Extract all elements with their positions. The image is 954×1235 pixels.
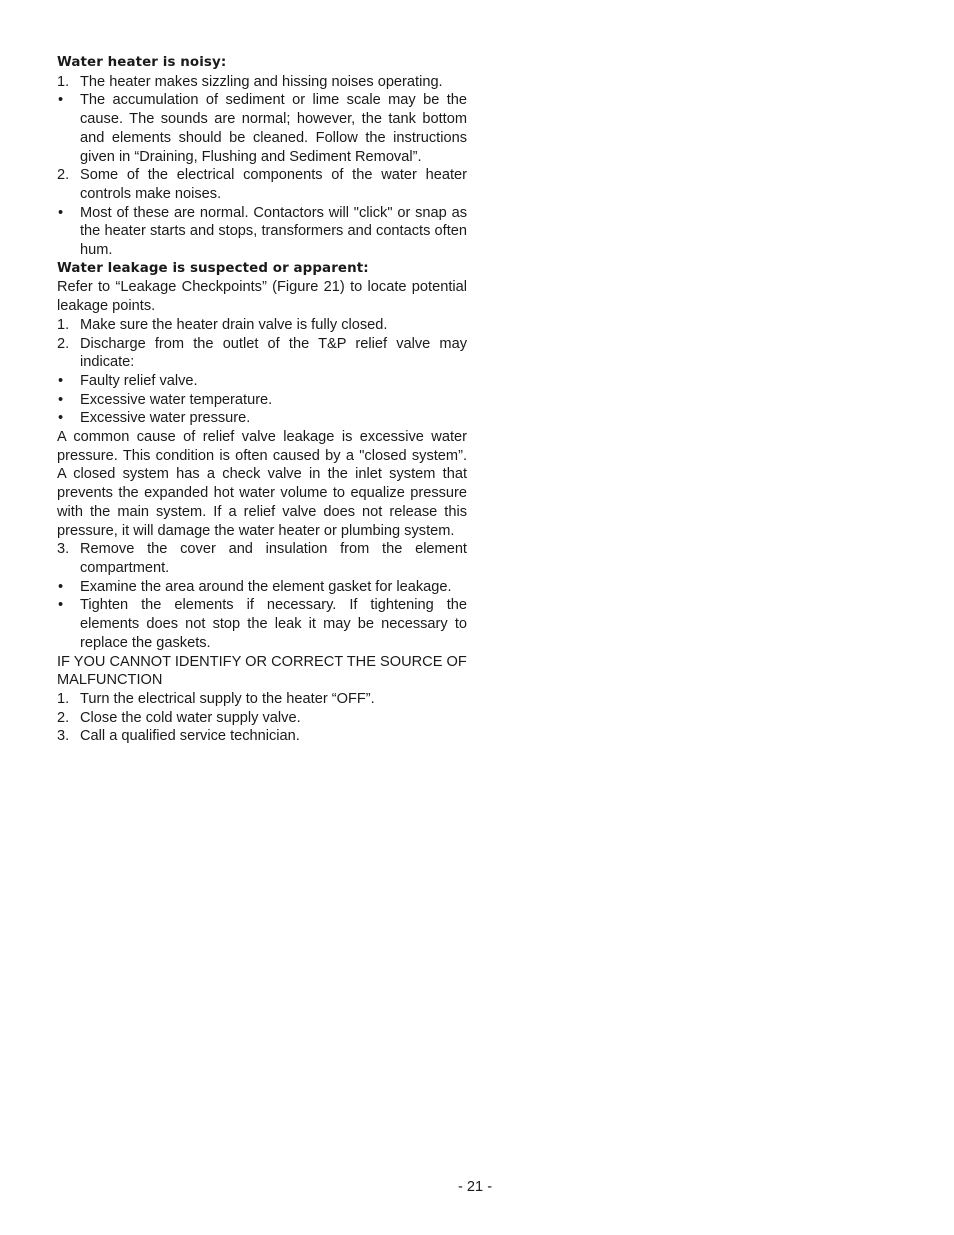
bullet-marker: • (58, 92, 64, 109)
list-number: 3. (57, 541, 70, 558)
list-item-text: Excessive water temperature. (80, 391, 273, 408)
bullet-marker: • (58, 410, 64, 427)
manual-text-column (57, 54, 467, 746)
list-item-text: Discharge from the outlet of the T&P relief valve may indicate: (80, 335, 467, 371)
list-item-text: Faulty relief valve. (80, 372, 198, 389)
list-item (57, 166, 467, 203)
list-item (57, 372, 467, 391)
list-item-text: Most of these are normal. Contactors will "click" or snap as the heater starts and stops, transformers and contacts often hum. (80, 204, 467, 259)
bullet-marker: • (58, 391, 64, 408)
bullet-marker: • (58, 578, 64, 595)
list-item-text: Close the cold water supply valve. (80, 709, 301, 726)
list-item (57, 91, 467, 166)
list-item (57, 73, 467, 92)
list-item (57, 409, 467, 428)
list-number: 2. (57, 167, 70, 184)
leakage-heading: Water leakage is suspected or apparent: (57, 260, 369, 276)
malfunction-heading: IF YOU CANNOT IDENTIFY OR CORRECT THE SOURCE OF MALFUNCTION (57, 653, 467, 689)
list-item (57, 540, 467, 577)
relief-valve-paragraph: A common cause of relief valve leakage is excessive water pressure. This condition is often caused by a "closed system”. A closed system has a check valve in the inlet system that prevents the expanded hot water volume to equalize pressure with the main system. If a relief valve does not release this pressure, it will damage the water heater or plumbing system. (57, 429, 467, 539)
list-item (57, 709, 467, 728)
bullet-marker: • (58, 204, 64, 221)
list-item-text: Some of the electrical components of the water heater controls make noises. (80, 167, 467, 202)
list-item (57, 596, 467, 652)
list-item-text: Excessive water pressure. (80, 410, 251, 427)
list-number: 2. (57, 335, 70, 352)
list-item (57, 391, 467, 410)
bullet-marker: • (58, 372, 64, 389)
noisy-heading: Water heater is noisy: (57, 55, 227, 70)
list-item-text: Call a qualified service technician. (80, 728, 300, 745)
list-item-text: Make sure the heater drain valve is fully closed. (80, 316, 388, 333)
list-item-text: Turn the electrical supply to the heater “OFF”. (80, 690, 375, 707)
list-number: 1. (57, 316, 70, 333)
list-item-text: The accumulation of sediment or lime scale may be the cause. The sounds are normal; however, the tank bottom and elements should be cleaned. Follow the instructions given in “Draining, Flushing and Sediment Removal”. (80, 92, 467, 165)
list-item (57, 727, 467, 746)
list-item-text: Examine the area around the element gasket for leakage. (80, 578, 452, 595)
list-item (57, 316, 467, 335)
list-number: 3. (57, 728, 70, 745)
page-number: - 21 - (458, 1179, 493, 1195)
list-number: 1. (57, 690, 70, 707)
leakage-intro: Refer to “Leakage Checkpoints” (Figure 21) to locate potential leakage points. (57, 279, 467, 315)
list-item-text: The heater makes sizzling and hissing noises operating. (80, 73, 443, 90)
list-item-text: Tighten the elements if necessary. If tightening the elements does not stop the leak it may be necessary to replace the gaskets. (80, 597, 467, 651)
list-item (57, 335, 467, 372)
list-item-text: Remove the cover and insulation from the element compartment. (80, 541, 467, 576)
list-number: 2. (57, 709, 70, 726)
bullet-marker: • (58, 597, 64, 614)
list-number: 1. (57, 73, 70, 90)
list-item (57, 578, 467, 597)
list-item (57, 690, 467, 709)
list-item (57, 204, 467, 260)
